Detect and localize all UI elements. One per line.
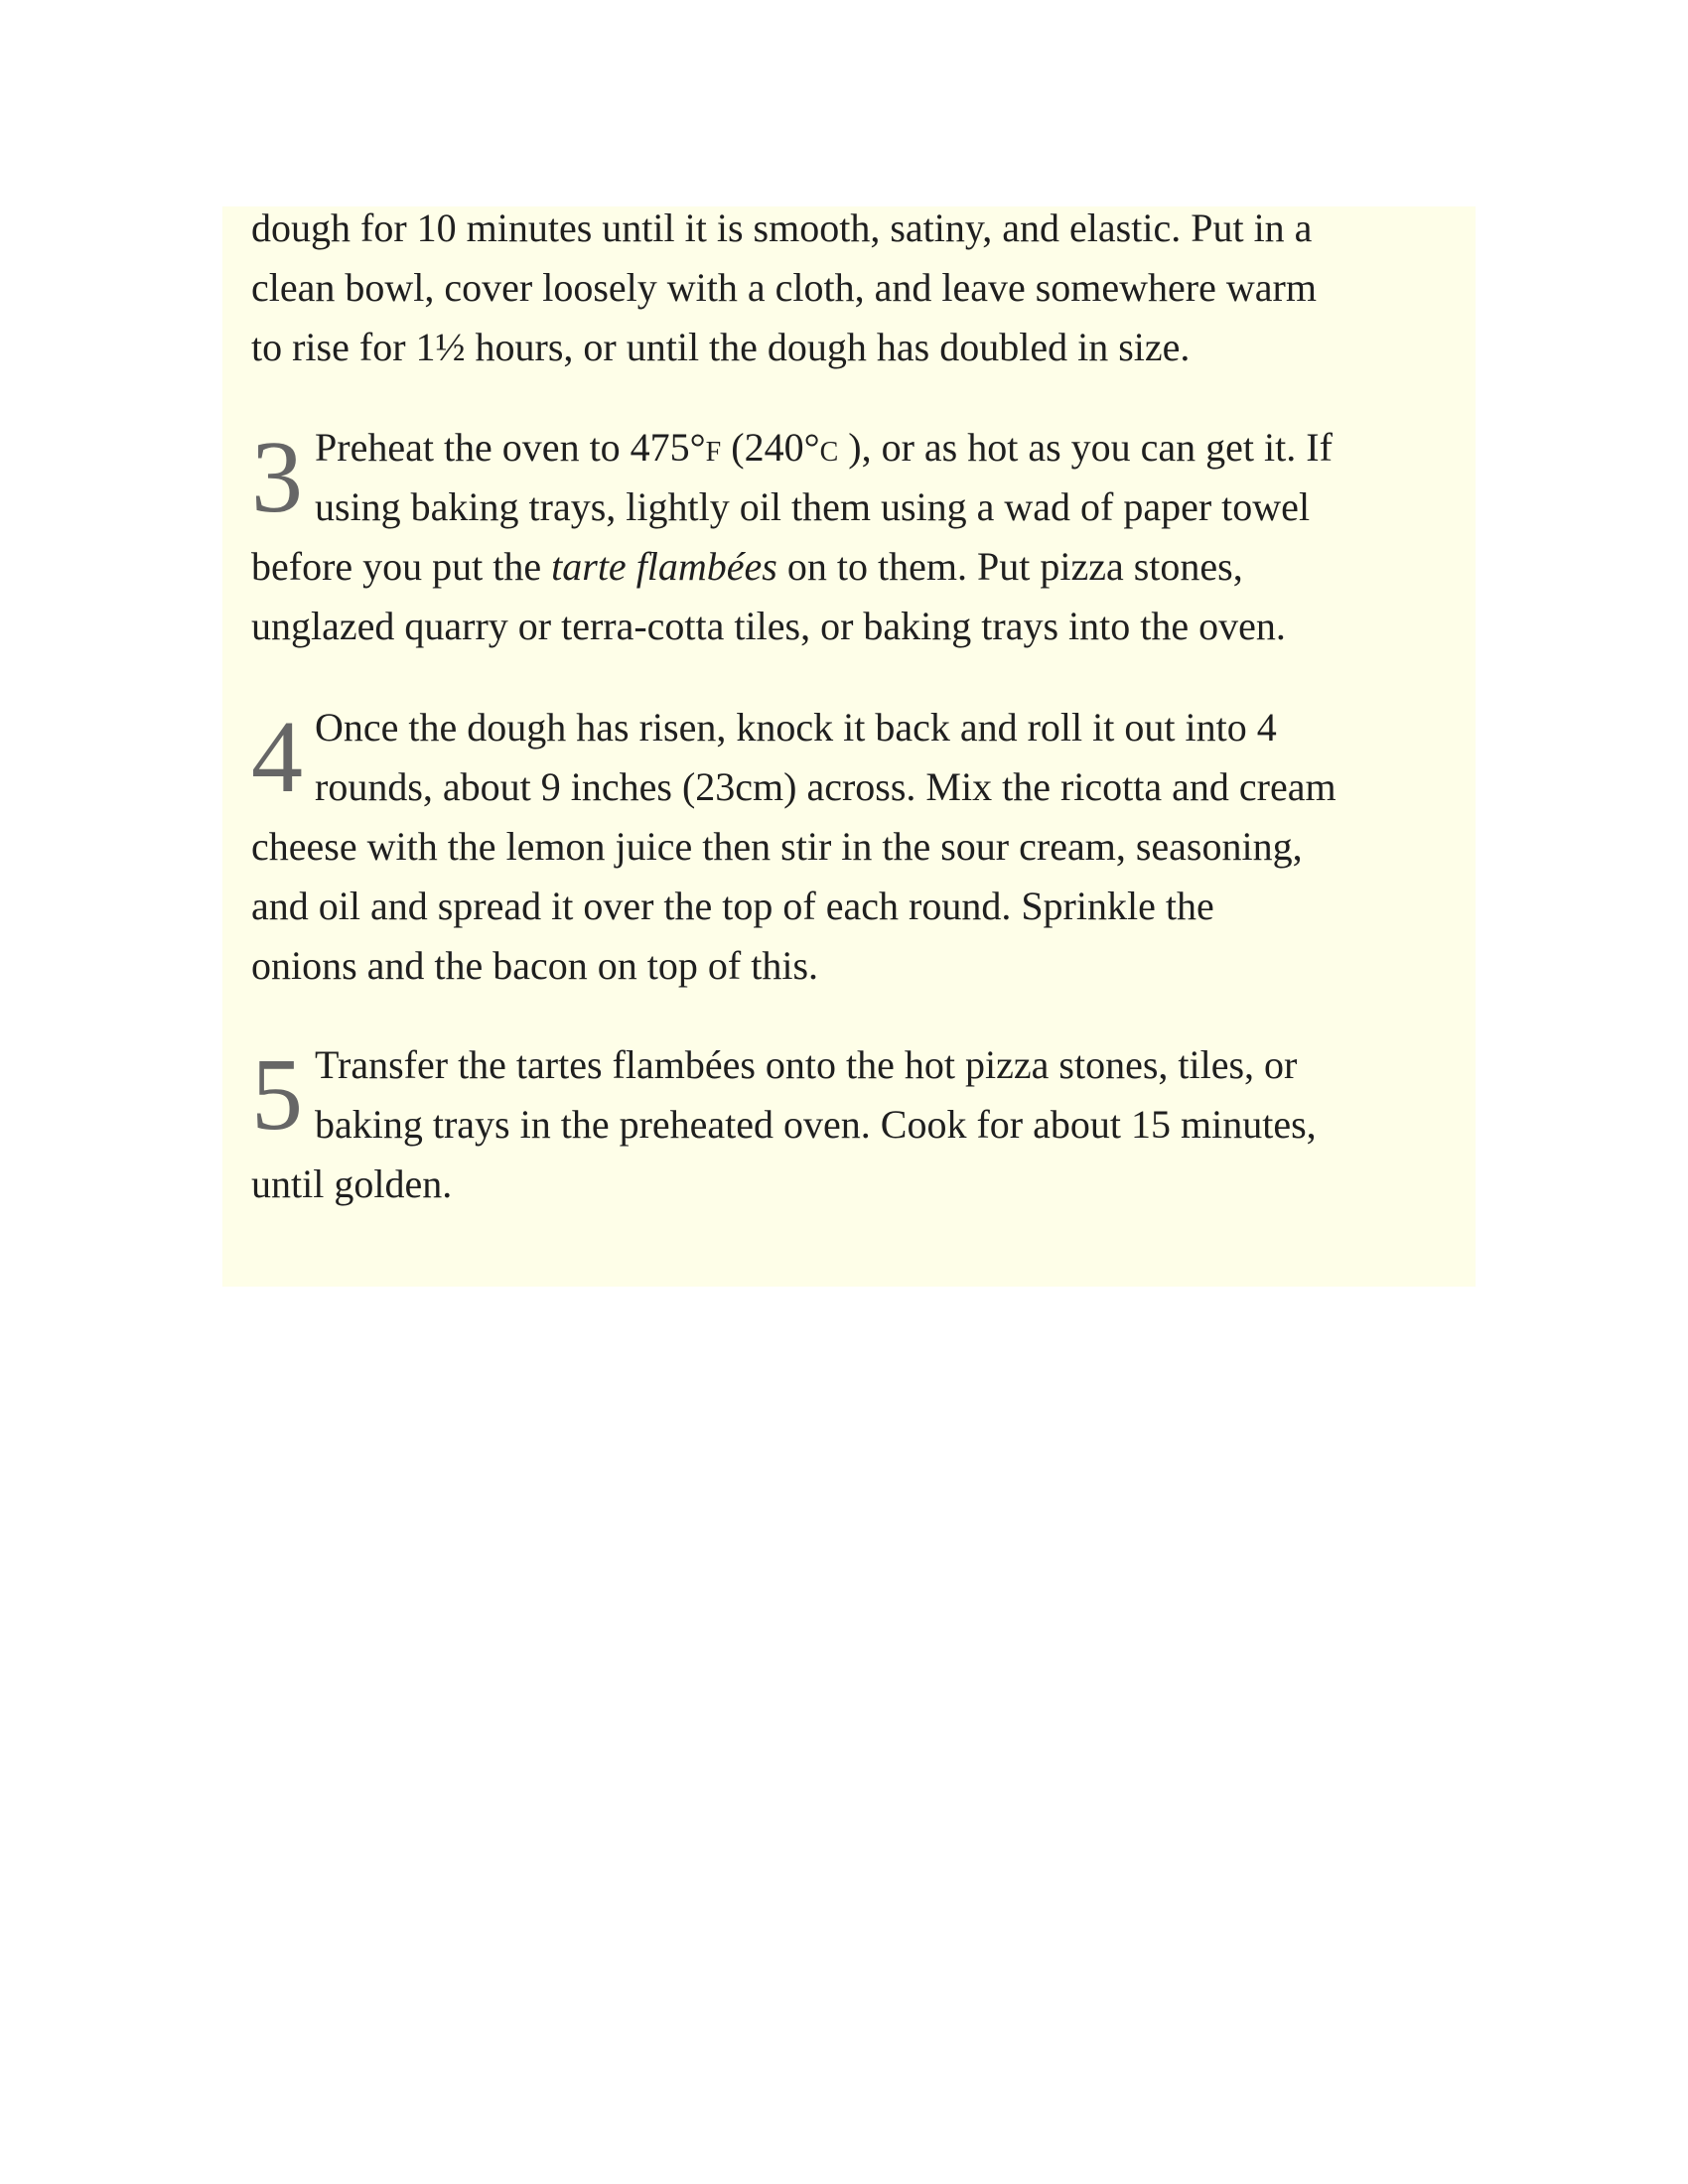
unit-label: F (705, 437, 722, 468)
step-4 (251, 698, 1443, 996)
text-line: using baking trays, lightly oil them using a wad of paper towel (315, 484, 1311, 529)
text-line: to rise for 1½ hours, or until the dough has doubled in size. (251, 325, 1191, 369)
step-number: 3 (251, 420, 303, 534)
text-line: clean bowl, cover loosely with a cloth, and leave somewhere warm (251, 265, 1317, 310)
unit-label: C (819, 437, 839, 468)
text-line: Transfer the tartes flambées onto the hot pizza stones, tiles, or (315, 1042, 1298, 1087)
text-line: and oil and spread it over the top of each round. Sprinkle the (251, 884, 1214, 928)
text-fragment: on to them. Put pizza stones, (776, 544, 1243, 589)
text-fragment: ), or as hot as you can get it. If (838, 425, 1333, 470)
step-3 (251, 418, 1443, 656)
text-fragment: before you put the (251, 544, 552, 589)
text-line: dough for 10 minutes until it is smooth, satiny, and elastic. Put in a (251, 205, 1313, 250)
text-line: onions and the bacon on top of this. (251, 943, 819, 988)
text-line (251, 537, 1443, 597)
step-5 (251, 1035, 1443, 1214)
step-number: 4 (251, 700, 303, 814)
text-line: baking trays in the preheated oven. Cook for about 15 minutes, (315, 1102, 1317, 1147)
text-line (251, 418, 1443, 478)
text-line: Once the dough has risen, knock it back and roll it out into 4 (315, 705, 1277, 750)
text-fragment: (240° (721, 425, 820, 470)
text-line: rounds, about 9 inches (23cm) across. Mix the ricotta and cream (315, 764, 1336, 809)
text-fragment: Preheat the oven to 475° (315, 425, 706, 470)
italic-term: tarte flambées (551, 544, 777, 589)
text-line: cheese with the lemon juice then stir in the sour cream, seasoning, (251, 824, 1303, 869)
text-line: until golden. (251, 1161, 453, 1206)
step-number: 5 (251, 1037, 303, 1152)
text-line: unglazed quarry or terra-cotta tiles, or baking trays into the oven. (251, 604, 1286, 648)
step-2-continuation (251, 199, 1443, 377)
